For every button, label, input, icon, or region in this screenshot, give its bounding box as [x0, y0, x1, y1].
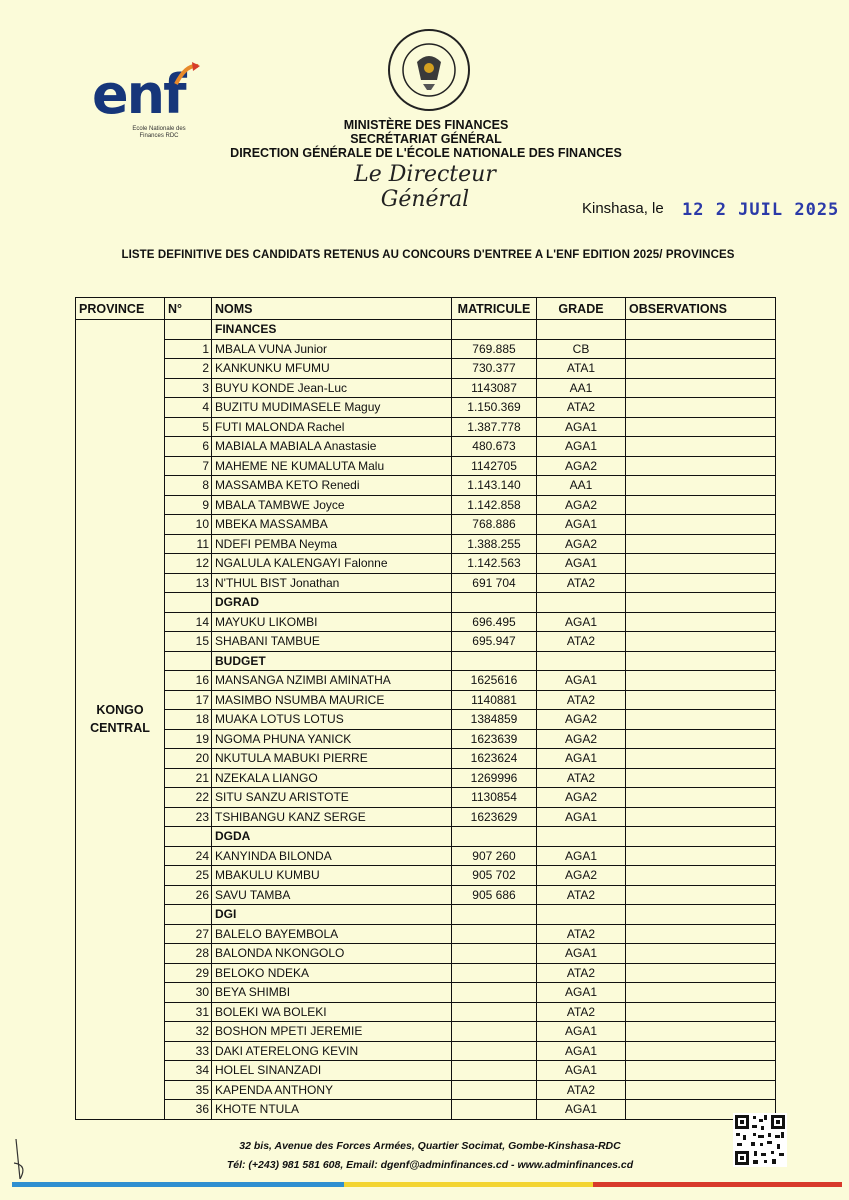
matricule-cell: 1.388.255 [452, 534, 537, 554]
empty-cell [452, 827, 537, 847]
grade-cell: AGA1 [537, 515, 626, 535]
matricule-cell: 1.142.563 [452, 554, 537, 574]
row-number: 7 [165, 456, 212, 476]
table-row [76, 495, 776, 515]
seal-emblem-icon [387, 28, 471, 112]
matricule-cell: 1623624 [452, 749, 537, 769]
header-observations: OBSERVATIONS [626, 298, 776, 320]
grade-cell: AGA1 [537, 846, 626, 866]
table-row [76, 359, 776, 379]
observations-cell [626, 476, 776, 496]
grade-cell: AGA1 [537, 417, 626, 437]
matricule-cell: 695.947 [452, 632, 537, 652]
grade-cell: AGA1 [537, 944, 626, 964]
signature-mark-icon [8, 1135, 38, 1185]
candidate-name: MAHEME NE KUMALUTA Malu [212, 456, 452, 476]
matricule-cell [452, 1002, 537, 1022]
header-line-direction: DIRECTION GÉNÉRALE DE L'ÉCOLE NATIONALE DES FINANCES [230, 146, 622, 160]
empty-cell [537, 827, 626, 847]
header-line-secretariat: SECRÉTARIAT GÉNÉRAL [350, 132, 502, 146]
candidate-name: KAPENDA ANTHONY [212, 1080, 452, 1100]
matricule-cell [452, 1080, 537, 1100]
header-number: N° [165, 298, 212, 320]
observations-cell [626, 710, 776, 730]
matricule-cell [452, 1061, 537, 1081]
candidate-name: FUTI MALONDA Rachel [212, 417, 452, 437]
row-number: 8 [165, 476, 212, 496]
row-number: 21 [165, 768, 212, 788]
empty-cell [452, 593, 537, 613]
candidate-name: SHABANI TAMBUE [212, 632, 452, 652]
observations-cell [626, 944, 776, 964]
table-row [76, 339, 776, 359]
observations-cell [626, 1022, 776, 1042]
grade-cell: AGA2 [537, 710, 626, 730]
matricule-cell: 1140881 [452, 690, 537, 710]
qr-code-icon [733, 1113, 787, 1167]
section-name: FINANCES [212, 320, 452, 340]
grade-cell: AGA1 [537, 671, 626, 691]
row-number: 17 [165, 690, 212, 710]
grade-cell: AGA2 [537, 729, 626, 749]
table-row [76, 729, 776, 749]
footer-color-rule [12, 1182, 842, 1187]
matricule-cell [452, 963, 537, 983]
grade-cell: AGA1 [537, 554, 626, 574]
candidate-name: TSHIBANGU KANZ SERGE [212, 807, 452, 827]
candidate-name: BALELO BAYEMBOLA [212, 924, 452, 944]
candidate-name: BOSHON MPETI JEREMIE [212, 1022, 452, 1042]
observations-cell [626, 437, 776, 457]
observations-cell [626, 417, 776, 437]
row-number: 1 [165, 339, 212, 359]
candidate-name: BEYA SHIMBI [212, 983, 452, 1003]
table-row [76, 690, 776, 710]
observations-cell [626, 495, 776, 515]
section-row [76, 593, 776, 613]
table-row [76, 476, 776, 496]
empty-cell [537, 593, 626, 613]
observations-cell [626, 1061, 776, 1081]
table-row [76, 612, 776, 632]
matricule-cell: 907 260 [452, 846, 537, 866]
observations-cell [626, 554, 776, 574]
grade-cell: AGA1 [537, 807, 626, 827]
empty-cell [626, 827, 776, 847]
table-row [76, 515, 776, 535]
observations-cell [626, 671, 776, 691]
row-number: 29 [165, 963, 212, 983]
empty-cell [452, 320, 537, 340]
table-row [76, 749, 776, 769]
candidate-name: MAYUKU LIKOMBI [212, 612, 452, 632]
observations-cell [626, 359, 776, 379]
table-row [76, 768, 776, 788]
observations-cell [626, 846, 776, 866]
grade-cell: AGA1 [537, 1041, 626, 1061]
observations-cell [626, 885, 776, 905]
header-province: PROVINCE [76, 298, 165, 320]
observations-cell [626, 749, 776, 769]
observations-cell [626, 398, 776, 418]
section-number-cell [165, 651, 212, 671]
table-row [76, 417, 776, 437]
footer [180, 1137, 680, 1175]
date-place: Kinshasa, le [582, 200, 664, 217]
row-number: 5 [165, 417, 212, 437]
candidate-name: DAKI ATERELONG KEVIN [212, 1041, 452, 1061]
empty-cell [626, 320, 776, 340]
table-row [76, 1041, 776, 1061]
matricule-cell: 1130854 [452, 788, 537, 808]
row-number: 4 [165, 398, 212, 418]
table-row [76, 534, 776, 554]
document-title: LISTE DEFINITIVE DES CANDIDATS RETENUS AU CONCOURS D'ENTREE A L'ENF EDITION 2025/ PROVINCES [121, 249, 735, 261]
row-number: 23 [165, 807, 212, 827]
table-row [76, 866, 776, 886]
candidate-name: BALONDA NKONGOLO [212, 944, 452, 964]
row-number: 2 [165, 359, 212, 379]
matricule-cell [452, 1100, 537, 1120]
observations-cell [626, 339, 776, 359]
row-number: 24 [165, 846, 212, 866]
grade-cell: ATA2 [537, 632, 626, 652]
row-number: 25 [165, 866, 212, 886]
table-row [76, 963, 776, 983]
candidate-name: SITU SANZU ARISTOTE [212, 788, 452, 808]
section-number-cell [165, 827, 212, 847]
matricule-cell: 1143087 [452, 378, 537, 398]
grade-cell: AGA1 [537, 983, 626, 1003]
observations-cell [626, 378, 776, 398]
government-seal [387, 28, 471, 112]
table-row [76, 573, 776, 593]
matricule-cell [452, 944, 537, 964]
table-row [76, 807, 776, 827]
candidate-name: SAVU TAMBA [212, 885, 452, 905]
empty-cell [537, 905, 626, 925]
footer-address: 32 bis, Avenue des Forces Armées, Quartier Socimat, Gombe-Kinshasa-RDC [239, 1140, 621, 1152]
grade-cell: AGA1 [537, 1061, 626, 1081]
table-row [76, 1100, 776, 1120]
grade-cell: CB [537, 339, 626, 359]
matricule-cell: 768.886 [452, 515, 537, 535]
matricule-cell [452, 924, 537, 944]
matricule-cell: 1.142.858 [452, 495, 537, 515]
observations-cell [626, 632, 776, 652]
empty-cell [452, 651, 537, 671]
table-row [76, 1022, 776, 1042]
matricule-cell [452, 1022, 537, 1042]
row-number: 26 [165, 885, 212, 905]
row-number: 22 [165, 788, 212, 808]
grade-cell: ATA2 [537, 398, 626, 418]
matricule-cell: 1.143.140 [452, 476, 537, 496]
matricule-cell: 905 702 [452, 866, 537, 886]
grade-cell: AGA2 [537, 534, 626, 554]
row-number: 13 [165, 573, 212, 593]
candidate-name: BUZITU MUDIMASELE Maguy [212, 398, 452, 418]
row-number: 35 [165, 1080, 212, 1100]
row-number: 31 [165, 1002, 212, 1022]
table-row [76, 1080, 776, 1100]
matricule-cell: 696.495 [452, 612, 537, 632]
table-row [76, 456, 776, 476]
row-number: 33 [165, 1041, 212, 1061]
table-row [76, 944, 776, 964]
table-row [76, 378, 776, 398]
candidate-name: KANKUNKU MFUMU [212, 359, 452, 379]
matricule-cell: 1623639 [452, 729, 537, 749]
row-number: 15 [165, 632, 212, 652]
observations-cell [626, 729, 776, 749]
table-row [76, 1002, 776, 1022]
empty-cell [626, 593, 776, 613]
row-number: 16 [165, 671, 212, 691]
candidate-name: MBALA VUNA Junior [212, 339, 452, 359]
candidate-name: BOLEKI WA BOLEKI [212, 1002, 452, 1022]
grade-cell: AGA1 [537, 612, 626, 632]
header-matricule: MATRICULE [452, 298, 537, 320]
grade-cell: AGA1 [537, 437, 626, 457]
candidate-name: MANSANGA NZIMBI AMINATHA [212, 671, 452, 691]
section-row [76, 827, 776, 847]
grade-cell: ATA2 [537, 924, 626, 944]
row-number: 20 [165, 749, 212, 769]
candidate-name: NGOMA PHUNA YANICK [212, 729, 452, 749]
section-row [76, 320, 776, 340]
matricule-cell: 1.387.778 [452, 417, 537, 437]
grade-cell: AGA2 [537, 456, 626, 476]
logo-arrow-icon [172, 60, 202, 90]
candidate-name: HOLEL SINANZADI [212, 1061, 452, 1081]
grade-cell: ATA2 [537, 885, 626, 905]
observations-cell [626, 534, 776, 554]
observations-cell [626, 612, 776, 632]
observations-cell [626, 456, 776, 476]
header-grade: GRADE [537, 298, 626, 320]
candidate-name: MUAKA LOTUS LOTUS [212, 710, 452, 730]
table-row [76, 554, 776, 574]
candidate-name: BUYU KONDE Jean-Luc [212, 378, 452, 398]
observations-cell [626, 573, 776, 593]
grade-cell: ATA2 [537, 963, 626, 983]
candidate-name: MBEKA MASSAMBA [212, 515, 452, 535]
row-number: 34 [165, 1061, 212, 1081]
grade-cell: ATA1 [537, 359, 626, 379]
grade-cell: AGA2 [537, 866, 626, 886]
grade-cell: AGA1 [537, 1022, 626, 1042]
observations-cell [626, 963, 776, 983]
matricule-cell [452, 983, 537, 1003]
row-number: 27 [165, 924, 212, 944]
section-row [76, 905, 776, 925]
observations-cell [626, 924, 776, 944]
row-number: 32 [165, 1022, 212, 1042]
candidate-name: NZEKALA LIANGO [212, 768, 452, 788]
enf-logo [92, 60, 202, 150]
table-row [76, 924, 776, 944]
grade-cell: AGA2 [537, 788, 626, 808]
table-row [76, 671, 776, 691]
section-name: BUDGET [212, 651, 452, 671]
matricule-cell: 1623629 [452, 807, 537, 827]
grade-cell: AA1 [537, 378, 626, 398]
candidate-name: NDEFI PEMBA Neyma [212, 534, 452, 554]
header-line-ministry: MINISTÈRE DES FINANCES [343, 118, 509, 132]
row-number: 36 [165, 1100, 212, 1120]
matricule-cell: 1625616 [452, 671, 537, 691]
observations-cell [626, 1080, 776, 1100]
row-number: 9 [165, 495, 212, 515]
matricule-cell: 769.885 [452, 339, 537, 359]
observations-cell [626, 515, 776, 535]
candidate-name: MBALA TAMBWE Joyce [212, 495, 452, 515]
matricule-cell: 1384859 [452, 710, 537, 730]
observations-cell [626, 807, 776, 827]
section-number-cell [165, 320, 212, 340]
row-number: 10 [165, 515, 212, 535]
grade-cell: AA1 [537, 476, 626, 496]
empty-cell [626, 651, 776, 671]
section-name: DGDA [212, 827, 452, 847]
table-row [76, 710, 776, 730]
row-number: 18 [165, 710, 212, 730]
empty-cell [537, 320, 626, 340]
province-cell: KONGO CENTRAL [76, 320, 165, 1120]
matricule-cell [452, 1041, 537, 1061]
logo-text: enf [92, 63, 185, 126]
section-name: DGI [212, 905, 452, 925]
table-row [76, 885, 776, 905]
candidate-name: N'THUL BIST Jonathan [212, 573, 452, 593]
row-number: 3 [165, 378, 212, 398]
table-row [76, 788, 776, 808]
row-number: 28 [165, 944, 212, 964]
row-number: 12 [165, 554, 212, 574]
row-number: 30 [165, 983, 212, 1003]
candidate-name: BELOKO NDEKA [212, 963, 452, 983]
section-name: DGRAD [212, 593, 452, 613]
candidate-name: KANYINDA BILONDA [212, 846, 452, 866]
footer-contact: Tél: (+243) 981 581 608, Email: dgenf@adminfinances.cd - www.adminfinances.cd [226, 1159, 634, 1171]
grade-cell: AGA2 [537, 495, 626, 515]
row-number: 11 [165, 534, 212, 554]
candidate-name: MASSAMBA KETO Renedi [212, 476, 452, 496]
logo-subtitle: Ecole Nationale des Finances RDC [132, 126, 186, 139]
section-row [76, 651, 776, 671]
empty-cell [537, 651, 626, 671]
ministry-header [200, 118, 652, 160]
row-number: 19 [165, 729, 212, 749]
candidate-name: MBAKULU KUMBU [212, 866, 452, 886]
matricule-cell: 1269996 [452, 768, 537, 788]
table-row [76, 398, 776, 418]
grade-cell: ATA2 [537, 1002, 626, 1022]
grade-cell: AGA1 [537, 749, 626, 769]
candidate-name: KHOTE NTULA [212, 1100, 452, 1120]
row-number: 6 [165, 437, 212, 457]
grade-cell: ATA2 [537, 573, 626, 593]
row-number: 14 [165, 612, 212, 632]
table-row [76, 983, 776, 1003]
empty-cell [626, 905, 776, 925]
grade-cell: ATA2 [537, 690, 626, 710]
candidate-name: NKUTULA MABUKI PIERRE [212, 749, 452, 769]
observations-cell [626, 768, 776, 788]
matricule-cell: 691 704 [452, 573, 537, 593]
director-title: Le Directeur Général [354, 162, 496, 212]
table-row [76, 1061, 776, 1081]
matricule-cell: 905 686 [452, 885, 537, 905]
grade-cell: AGA1 [537, 1100, 626, 1120]
candidates-table [75, 297, 776, 1120]
observations-cell [626, 866, 776, 886]
table-row [76, 846, 776, 866]
matricule-cell: 730.377 [452, 359, 537, 379]
section-number-cell [165, 905, 212, 925]
header-names: NOMS [212, 298, 452, 320]
matricule-cell: 1.150.369 [452, 398, 537, 418]
candidate-name: MASIMBO NSUMBA MAURICE [212, 690, 452, 710]
observations-cell [626, 983, 776, 1003]
matricule-cell: 1142705 [452, 456, 537, 476]
candidate-name: MABIALA MABIALA Anastasie [212, 437, 452, 457]
grade-cell: ATA2 [537, 768, 626, 788]
date-stamp: 12 2 JUIL 2025 [682, 200, 840, 220]
observations-cell [626, 788, 776, 808]
grade-cell: ATA2 [537, 1080, 626, 1100]
matricule-cell: 480.673 [452, 437, 537, 457]
candidate-name: NGALULA KALENGAYI Falonne [212, 554, 452, 574]
table-row [76, 632, 776, 652]
observations-cell [626, 1041, 776, 1061]
observations-cell [626, 1002, 776, 1022]
table-header-row [76, 298, 776, 320]
empty-cell [452, 905, 537, 925]
section-number-cell [165, 593, 212, 613]
observations-cell [626, 690, 776, 710]
table-row [76, 437, 776, 457]
